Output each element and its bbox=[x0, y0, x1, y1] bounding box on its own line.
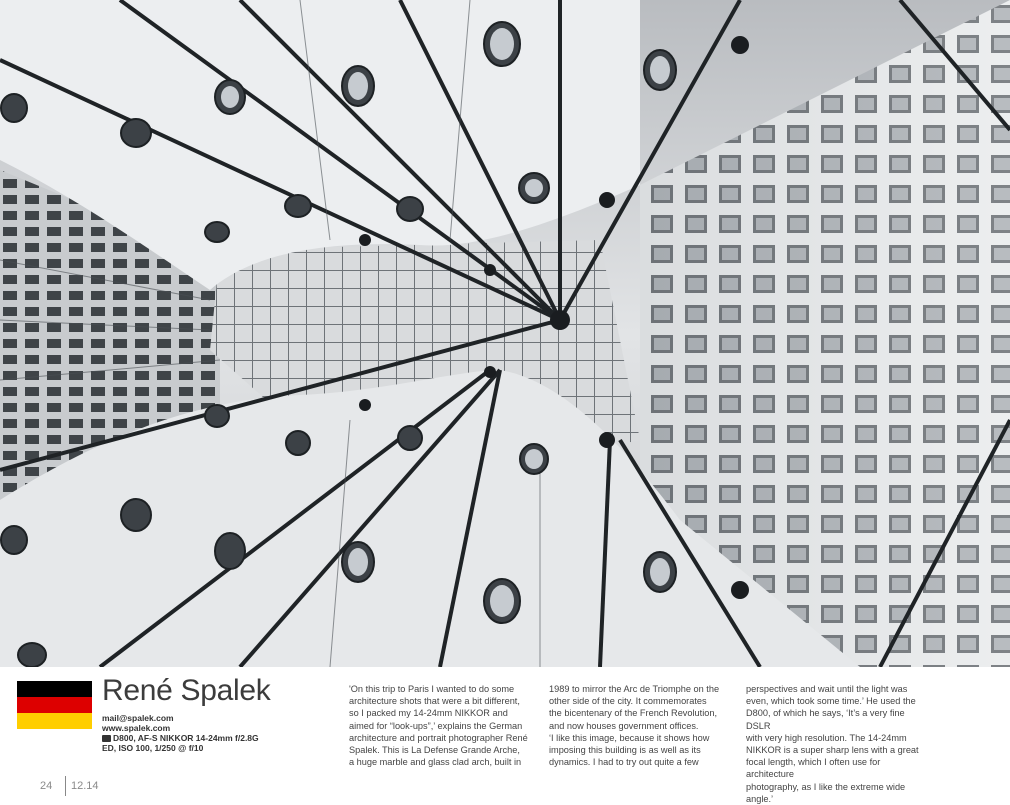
article-line: architecture and portrait photographer René bbox=[349, 732, 528, 743]
article-line: so I packed my 14-24mm NIKKOR and bbox=[349, 708, 508, 719]
issue-date: 12.14 bbox=[71, 780, 99, 792]
photographer-email[interactable]: mail@spalek.com bbox=[102, 713, 174, 723]
article-line: 'On this trip to Paris I wanted to do some bbox=[349, 684, 515, 694]
camera-icon bbox=[102, 735, 111, 742]
flag-stripe-gold bbox=[17, 713, 92, 729]
article-line: Spalek. This is La Defense Grande Arche, bbox=[349, 745, 520, 756]
article-line: NIKKOR is a super sharp lens with a great bbox=[746, 745, 919, 756]
article-line: aimed for “look-ups”,’ explains the German bbox=[349, 720, 523, 731]
article-line: perspectives and wait until the light was bbox=[746, 684, 908, 694]
article-line: even, which took some time.’ He used the bbox=[746, 696, 916, 707]
article-column-1 bbox=[349, 683, 529, 768]
article-line: with very high resolution. The 14-24mm bbox=[746, 732, 907, 743]
page-number: 24 bbox=[40, 780, 53, 792]
gear-line-1: D800, AF-S NIKKOR 14-24mm f/2.8G bbox=[113, 733, 259, 743]
article-line: architecture shots that were a bit different, bbox=[349, 696, 520, 707]
camera-settings-line-1 bbox=[102, 733, 259, 743]
german-flag bbox=[17, 681, 92, 729]
article-line: ‘I like this image, because it shows how bbox=[549, 732, 710, 743]
article-line: dynamics. I had to try out quite a few bbox=[549, 757, 699, 768]
article-line: other side of the city. It commemorates bbox=[549, 696, 707, 707]
flag-stripe-black bbox=[17, 681, 92, 697]
photographer-meta bbox=[102, 713, 259, 753]
article-line: D800, of which he says, ‘It’s a very fine DSLR bbox=[746, 708, 905, 731]
camera-settings-line-2: ED, ISO 100, 1/250 @ f/10 bbox=[102, 743, 204, 753]
article-line: focal length, which I often use for architecture bbox=[746, 757, 881, 780]
flag-stripe-red bbox=[17, 697, 92, 713]
article-column-2 bbox=[549, 683, 729, 768]
article-column-3 bbox=[746, 683, 926, 805]
photographer-name: René Spalek bbox=[102, 674, 271, 707]
article-line: and now houses government offices. bbox=[549, 720, 699, 731]
article-line: a huge marble and glass clad arch, built in bbox=[349, 757, 522, 768]
photographer-website[interactable]: www.spalek.com bbox=[102, 723, 171, 733]
footer-divider bbox=[65, 776, 66, 796]
article-line: photography, as I like the extreme wide angle.’ bbox=[746, 781, 906, 804]
article-line: 1989 to mirror the Arc de Triomphe on the bbox=[549, 684, 720, 694]
article-line: the bicentenary of the French Revolution, bbox=[549, 708, 718, 719]
article-line: imposing this building is as well as its bbox=[549, 745, 701, 756]
